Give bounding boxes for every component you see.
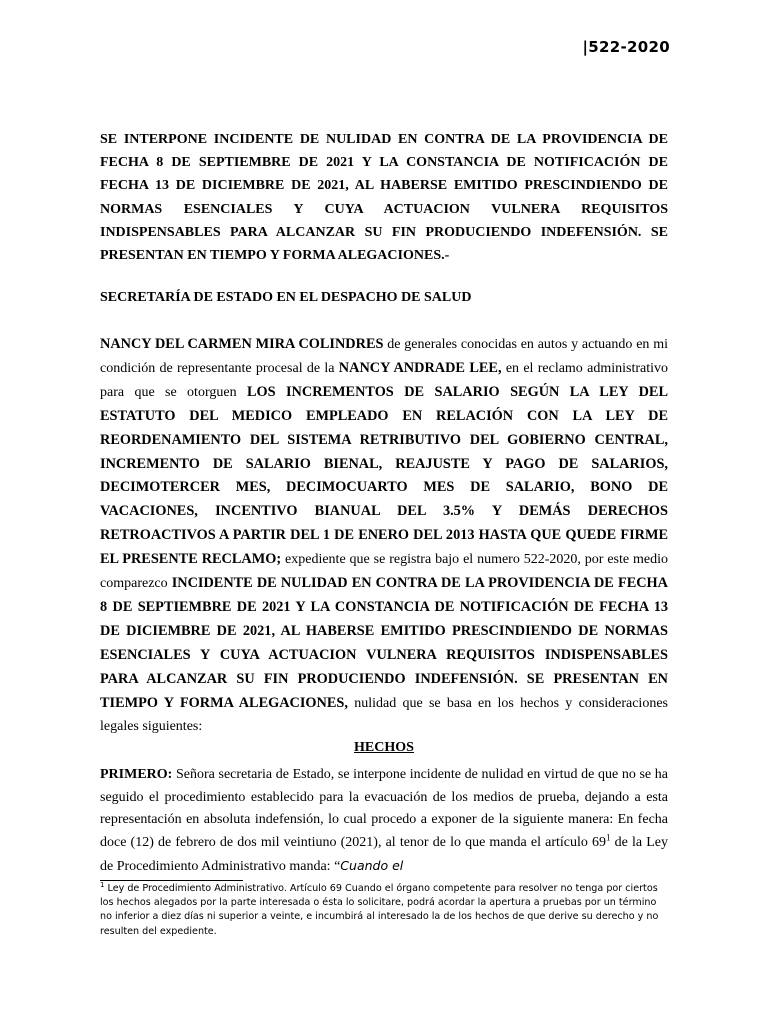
main-text-3: expediente que se registra bajo el numero 522-2020, por este medio comparezco xyxy=(100,552,668,592)
primero-text-1: Señora secretaria de Estado, se interpone incidente de nulidad en virtud de que no se ha seguido el procedimiento establecido para la evacuación de los medios de prueba, dejando a esta representación en absoluta indefensión, lo cual procedo a exponer de la siguiente manera: En fecha doce (12) de febrero de dos mil veintiuno (2021), al tenor de lo que manda el artículo 69 xyxy=(100,767,668,851)
primero-label: PRIMERO: xyxy=(100,767,173,782)
main-text-4: nulidad que se basa en los hechos y consideraciones legales siguientes: xyxy=(100,695,668,734)
primero-quote-italic: Cuando el xyxy=(340,857,404,873)
footnote-reference: 1 xyxy=(606,832,611,843)
footnote-separator xyxy=(100,880,243,881)
addressee: SECRETARÍA DE ESTADO EN EL DESPACHO DE SALUD xyxy=(100,290,472,305)
footnote-marker: 1 xyxy=(100,880,105,889)
primero-text-2: de la Ley de Procedimiento Administrativo manda: “ xyxy=(100,835,668,874)
representative-name: NANCY DEL CARMEN MIRA COLINDRES xyxy=(100,336,384,352)
footnote xyxy=(100,882,668,939)
client-name: NANCY ANDRADE LEE, xyxy=(338,359,502,376)
document-number: |522-2020 xyxy=(582,38,670,56)
footnote-text: Ley de Procedimiento Administrativo. Artículo 69 Cuando el órgano competente para resolver no tenga por ciertos los hechos alegados por la parte interesada o ésta lo solicitare, podrá acordar la apertura a pruebas por un término no inferior a diez días ni superior a veinte, e incumbirá al interesado la de los hechos de que derive su derecho y no resulten del expediente. xyxy=(100,883,659,937)
document-heading: SE INTERPONE INCIDENTE DE NULIDAD EN CONTRA DE LA PROVIDENCIA DE FECHA 8 DE SEPTIEMBRE DE 2021 Y LA CONSTANCIA DE NOTIFICACIÓN DE FECHA 13 DE DICIEMBRE DE 2021, AL HABERSE EMITIDO PRESCINDIENDO DE NORMAS ESENCIALES Y CUYA ACTUACION VULNERA REQUISITOS INDISPENSABLES PARA ALCANZAR SU FIN PRODUCIENDO INDEFENSIÓN. SE PRESENTAN EN TIEMPO Y FORMA ALEGACIONES.- xyxy=(100,132,668,264)
main-paragraph xyxy=(100,333,668,738)
claim-description: LOS INCREMENTOS DE SALARIO SEGÚN LA LEY DEL ESTATUTO DEL MEDICO EMPLEADO EN RELACIÓN CON LA LEY DE REORDENAMIENTO DEL SISTEMA RETRIBUTIVO DEL GOBIERNO CENTRAL, INCREMENTO DE SALARIO BIENAL, REAJUSTE Y PAGO DE SALARIOS, DECIMOTERCER MES, DECIMOCUARTO MES DE SALARIO, BONO DE VACACIONES, INCENTIVO BIANUAL DEL 3.5% Y DEMÁS DERECHOS RETROACTIVOS A PARTIR DEL 1 DE ENERO DEL 2013 HASTA QUE QUEDE FIRME EL PRESENTE RECLAMO; xyxy=(100,383,668,568)
primero-paragraph xyxy=(100,764,668,879)
main-text-2: en el reclamo administrativo para que se otorguen xyxy=(100,360,668,400)
incident-description: INCIDENTE DE NULIDAD EN CONTRA DE LA PROVIDENCIA DE FECHA 8 DE SEPTIEMBRE DE 2021 Y LA CONSTANCIA DE NOTIFICACIÓN DE FECHA 13 DE DICIEMBRE DE 2021, AL HABERSE EMITIDO PRESCINDIENDO DE NORMAS ESENCIALES Y CUYA ACTUACION VULNERA REQUISITOS INDISPENSABLES PARA ALCANZAR SU FIN PRODUCIENDO INDEFENSIÓN. SE PRESENTAN EN TIEMPO Y FORMA ALEGACIONES, xyxy=(100,575,669,711)
section-title-hechos: HECHOS xyxy=(354,740,414,755)
main-text-1: de generales conocidas en autos y actuando en mi condición de representante procesal de la xyxy=(100,337,668,376)
